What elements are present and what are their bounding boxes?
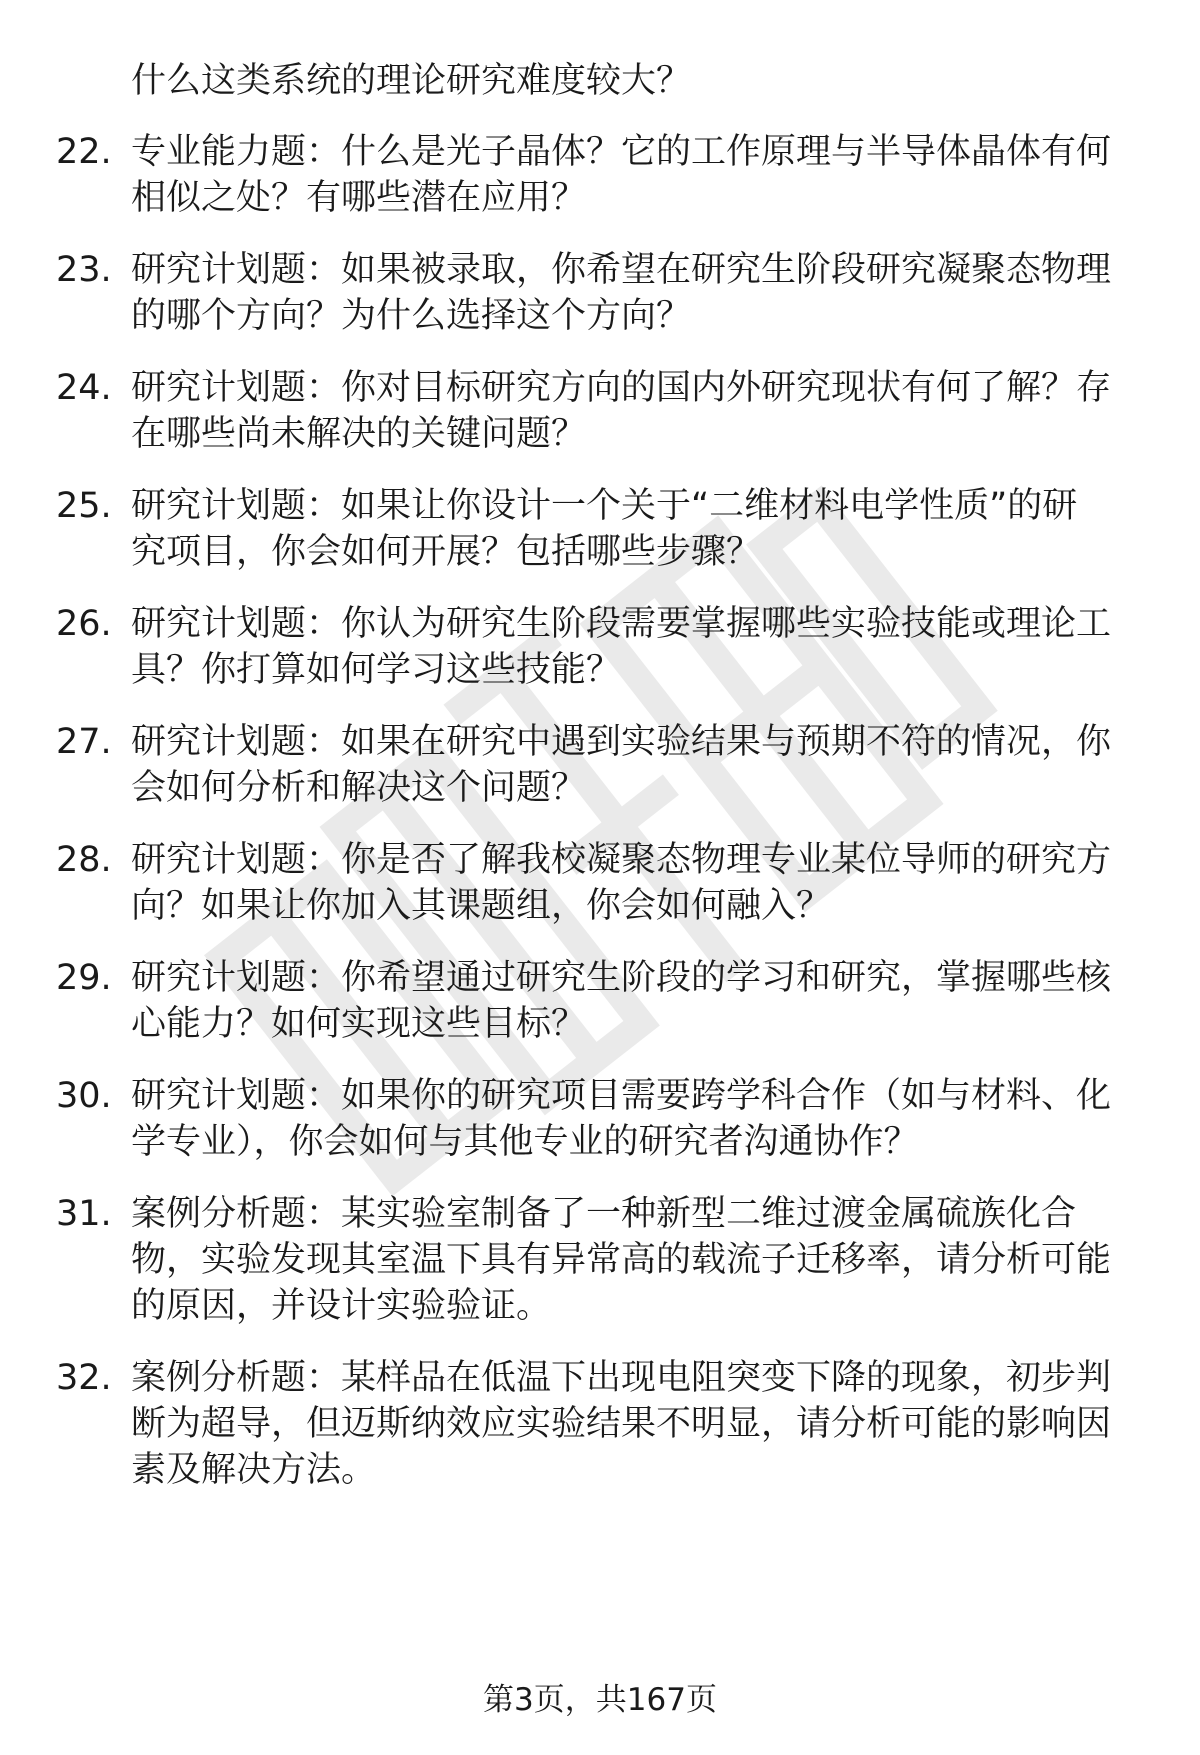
question-text: 研究计划题：你是否了解我校凝聚态物理专业某位导师的研究方 向？如果让你加入其课题组，你会如何融入？ bbox=[131, 840, 1112, 926]
question-text: 研究计划题：如果让你设计一个关于“二维材料电学性质”的研 究项目，你会如何开展？包括哪些步骤？ bbox=[131, 486, 1078, 572]
question-number: 22. bbox=[56, 132, 112, 172]
question-number: 26. bbox=[56, 604, 112, 644]
question-item bbox=[56, 719, 1146, 811]
intro-line: 什么这类系统的理论研究难度较大？ bbox=[131, 61, 692, 101]
question-text: 专业能力题：什么是光子晶体？它的工作原理与半导体晶体有何 相似之处？有哪些潜在应用？ bbox=[131, 132, 1112, 218]
question-text: 研究计划题：你希望通过研究生阶段的学习和研究，掌握哪些核 心能力？如何实现这些目标？ bbox=[131, 958, 1112, 1044]
question-item bbox=[56, 1355, 1146, 1493]
question-number: 29. bbox=[56, 958, 112, 998]
question-text: 研究计划题：如果你的研究项目需要跨学科合作（如与材料、化 学专业），你会如何与其他专业的研究者沟通协作？ bbox=[131, 1076, 1112, 1162]
question-text: 研究计划题：你认为研究生阶段需要掌握哪些实验技能或理论工 具？你打算如何学习这些技能？ bbox=[131, 604, 1112, 690]
question-item bbox=[56, 247, 1146, 339]
question-item bbox=[56, 365, 1146, 457]
question-number: 23. bbox=[56, 250, 112, 290]
question-item bbox=[56, 955, 1146, 1047]
question-number: 25. bbox=[56, 486, 112, 526]
question-text: 研究计划题：你对目标研究方向的国内外研究现状有何了解？存 在哪些尚未解决的关键问题？ bbox=[131, 368, 1112, 454]
question-number: 30. bbox=[56, 1076, 112, 1116]
question-text: 案例分析题：某样品在低温下出现电阻突变下降的现象，初步判 断为超导，但迈斯纳效应实验结果不明显，请分析可能的影响因 素及解决方法。 bbox=[131, 1358, 1112, 1490]
question-number: 27. bbox=[56, 722, 112, 762]
question-item bbox=[56, 601, 1146, 693]
question-number: 28. bbox=[56, 840, 112, 880]
question-number: 32. bbox=[56, 1358, 112, 1398]
question-item bbox=[56, 129, 1146, 221]
question-number: 24. bbox=[56, 368, 112, 408]
question-text: 研究计划题：如果被录取，你希望在研究生阶段研究凝聚态物理 的哪个方向？为什么选择这个方向？ bbox=[131, 250, 1112, 336]
page-number-footer: 第3页，共167页 bbox=[483, 1682, 717, 1718]
question-text: 案例分析题：某实验室制备了一种新型二维过渡金属硫族化合 物，实验发现其室温下具有异常高的载流子迁移率，请分析可能 的原因，并设计实验验证。 bbox=[131, 1194, 1112, 1326]
question-item bbox=[56, 483, 1146, 575]
question-text: 研究计划题：如果在研究中遇到实验结果与预期不符的情况，你 会如何分析和解决这个问题？ bbox=[131, 722, 1112, 808]
question-number: 31. bbox=[56, 1194, 112, 1234]
question-item bbox=[56, 1191, 1146, 1329]
question-item bbox=[56, 837, 1146, 929]
question-item bbox=[56, 1073, 1146, 1165]
